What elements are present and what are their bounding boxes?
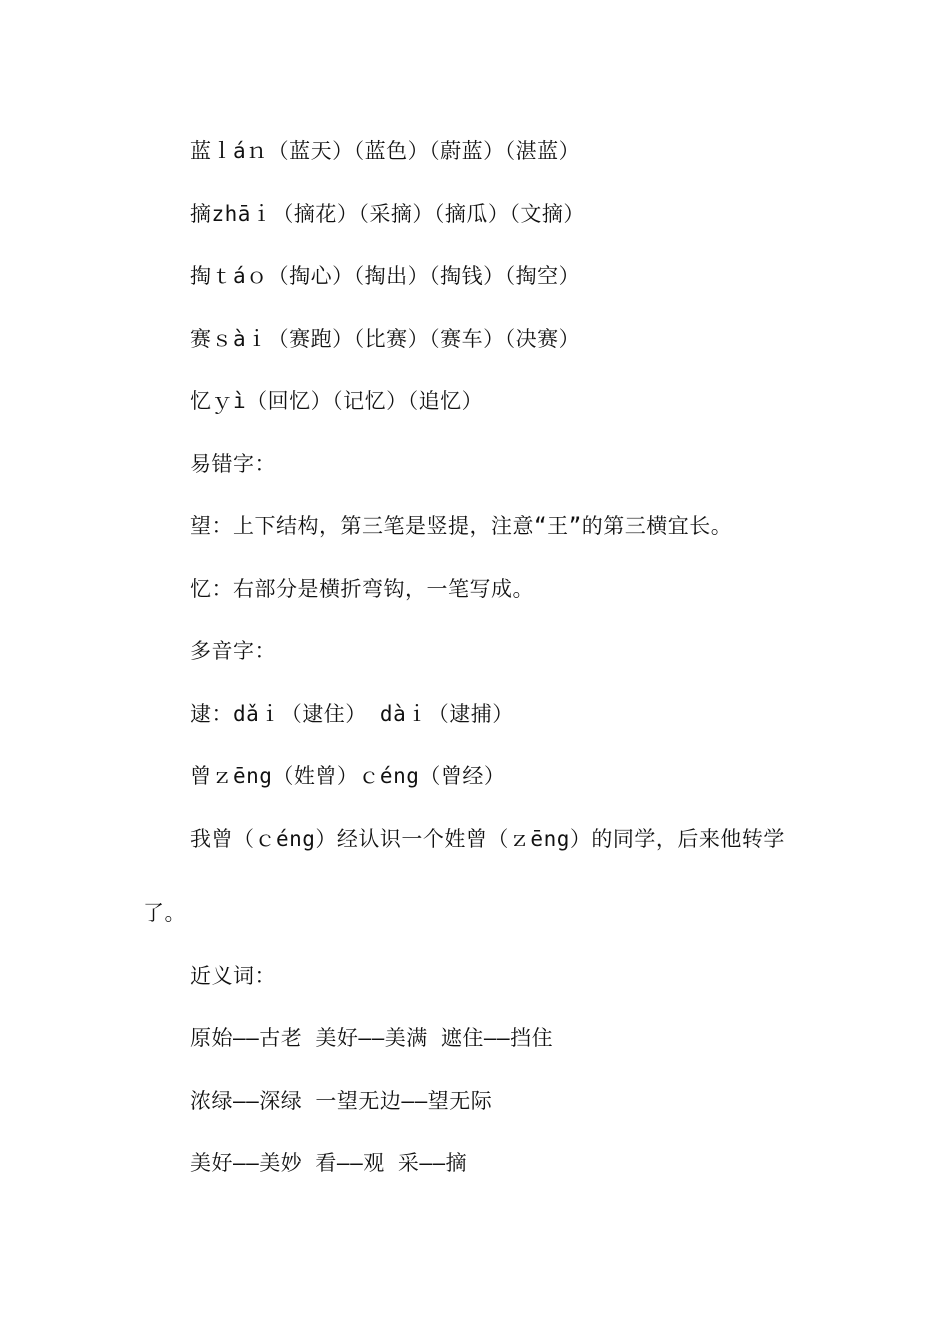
- vocab-line-zhai: 摘zhāｉ（摘花）（采摘）（摘瓜）（文摘）: [190, 202, 585, 226]
- section-heading-synonyms: 近义词：: [190, 964, 276, 988]
- example-sentence: 我曾（ｃéng）经认识一个姓曾（ｚēng）的同学，后来他转学: [190, 827, 785, 851]
- section-heading-polyphone: 多音字：: [190, 639, 276, 663]
- section-heading-error-prone: 易错字：: [190, 452, 276, 476]
- polyphone-zeng: 曾ｚēng（姓曾）ｃéng（曾经）: [190, 764, 506, 788]
- synonym-line-1: 原始——古老 美好——美满 遮住——挡住: [190, 1026, 554, 1050]
- vocab-line-lan: 蓝ｌáｎ（蓝天）（蓝色）（蔚蓝）（湛蓝）: [190, 139, 581, 163]
- vocab-line-tao: 掏ｔáｏ（掏心）（掏出）（掏钱）（掏空）: [190, 264, 581, 288]
- synonym-line-2: 浓绿——深绿 一望无边——望无际: [190, 1089, 493, 1113]
- polyphone-dai: 逮：dǎｉ（逮住） dàｉ（逮捕）: [190, 702, 514, 726]
- synonym-line-3: 美好——美妙 看——观 采——摘: [190, 1151, 468, 1175]
- vocab-line-sai: 赛ｓàｉ（赛跑）（比赛）（赛车）（决赛）: [190, 327, 581, 351]
- note-wang: 望：上下结构，第三笔是竖提，注意“王”的第三横宜长。: [190, 514, 733, 538]
- example-sentence-continued: 了。: [143, 901, 186, 925]
- note-yi: 忆：右部分是横折弯钩，一笔写成。: [190, 577, 534, 601]
- vocab-line-yi: 忆ｙì（回忆）（记忆）（追忆）: [190, 389, 484, 413]
